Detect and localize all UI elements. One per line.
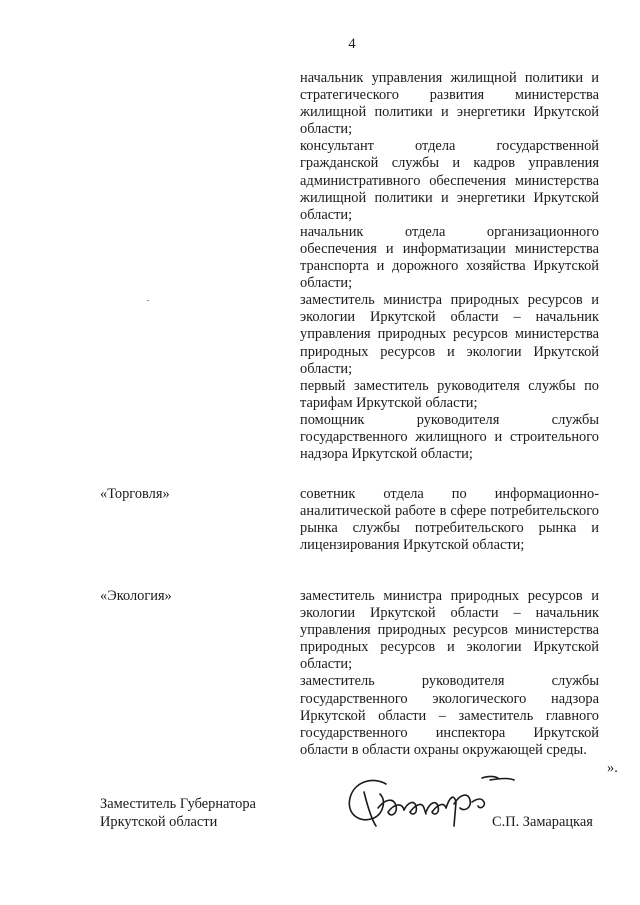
entry-item: первый заместитель руководителя службы по тарифам Иркутской области; [300, 377, 599, 411]
signer-name: С.П. Замарацкая [492, 814, 593, 830]
handwritten-signature [342, 768, 517, 834]
section-entries-ecology [300, 588, 599, 759]
entry-item: консультант отдела государственной гражданской службы и кадров управления административного обеспечения министерства жилищной политики и энергетики Иркутской области; [300, 138, 599, 223]
entry-item: заместитель министра природных ресурсов и экологии Иркутской области – начальник управления природных ресурсов министерства природных ресурсов и экологии Иркутской области; [300, 292, 599, 377]
page-number: 4 [348, 36, 356, 52]
scan-speck [147, 300, 149, 301]
entry-item: советник отдела по информационно-аналитической работе в сфере потребительского рынка службы потребительского рынка и лицензирования Иркутской области; [300, 486, 599, 554]
signer-position-line: Иркутской области [100, 813, 218, 830]
entry-item: начальник отдела организационного обеспечения и информатизации министерства транспорта и дорожного хозяйства Иркутской области; [300, 223, 599, 292]
entry-item: заместитель министра природных ресурсов и экологии Иркутской области – начальник управления природных ресурсов министерства природных ресурсов и экологии Иркутской области; [300, 588, 599, 673]
signer-position [100, 796, 256, 831]
closing-quote: ». [607, 760, 618, 776]
entry-item: заместитель руководителя службы государственного экологического надзора Иркутской области – заместитель главного государственного инспектора Иркутской области в области охраны окружающей среды. [300, 673, 599, 758]
entry-item: начальник управления жилищной политики и стратегического развития министерства жилищной политики и энергетики Иркутской области; [300, 70, 599, 138]
section-title-trade: «Торговля» [100, 486, 170, 502]
section-entries-trade [300, 486, 599, 554]
section-title-ecology: «Экология» [100, 588, 172, 604]
entries-top [300, 70, 599, 463]
entry-item: помощник руководителя службы государственного жилищного и строительного надзора Иркутской области; [300, 411, 599, 463]
signer-position-line: Заместитель Губернатора [100, 796, 256, 812]
